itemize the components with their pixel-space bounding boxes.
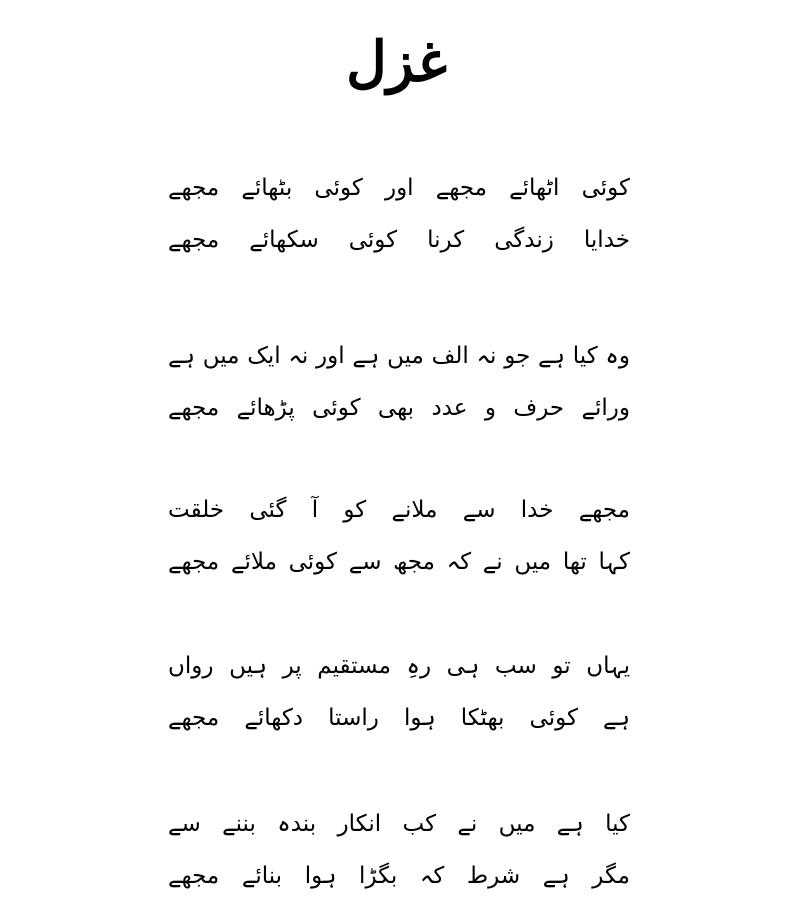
verse-line: کیا ہے میں نے کب انکار بندہ بننے سے [168,811,630,837]
verse-line: خدایا زندگی کرنا کوئی سکھائے مجھے [168,227,630,253]
stanza-2 [168,330,630,434]
verse-line: وہ کیا ہے جو نہ الف میں ہے اور نہ ایک میں ہے [168,343,630,369]
verse-line: کہا تھا میں نے کہ مجھ سے کوئی ملائے مجھے [168,549,630,575]
stanza-5 [168,798,630,902]
verse-line: مگر ہے شرط کہ بگڑا ہوا بنائے مجھے [168,863,630,889]
verse-line: کوئی اٹھائے مجھے اور کوئی بٹھائے مجھے [168,175,630,201]
poem-title: غزل [346,29,447,95]
stanza-4 [168,640,630,744]
verse-line: یہاں تو سب ہی رہِ مستقیم پر ہیں رواں [168,653,630,679]
stanza-3 [168,484,630,588]
verse-line: ورائے حرف و عدد بھی کوئی پڑھائے مجھے [168,395,630,421]
verse-line: مجھے خدا سے ملانے کو آ گئی خلقت [168,497,630,523]
verse-line: ہے کوئی بھٹکا ہوا راستا دکھائے مجھے [168,705,630,731]
stanza-1 [168,162,630,266]
